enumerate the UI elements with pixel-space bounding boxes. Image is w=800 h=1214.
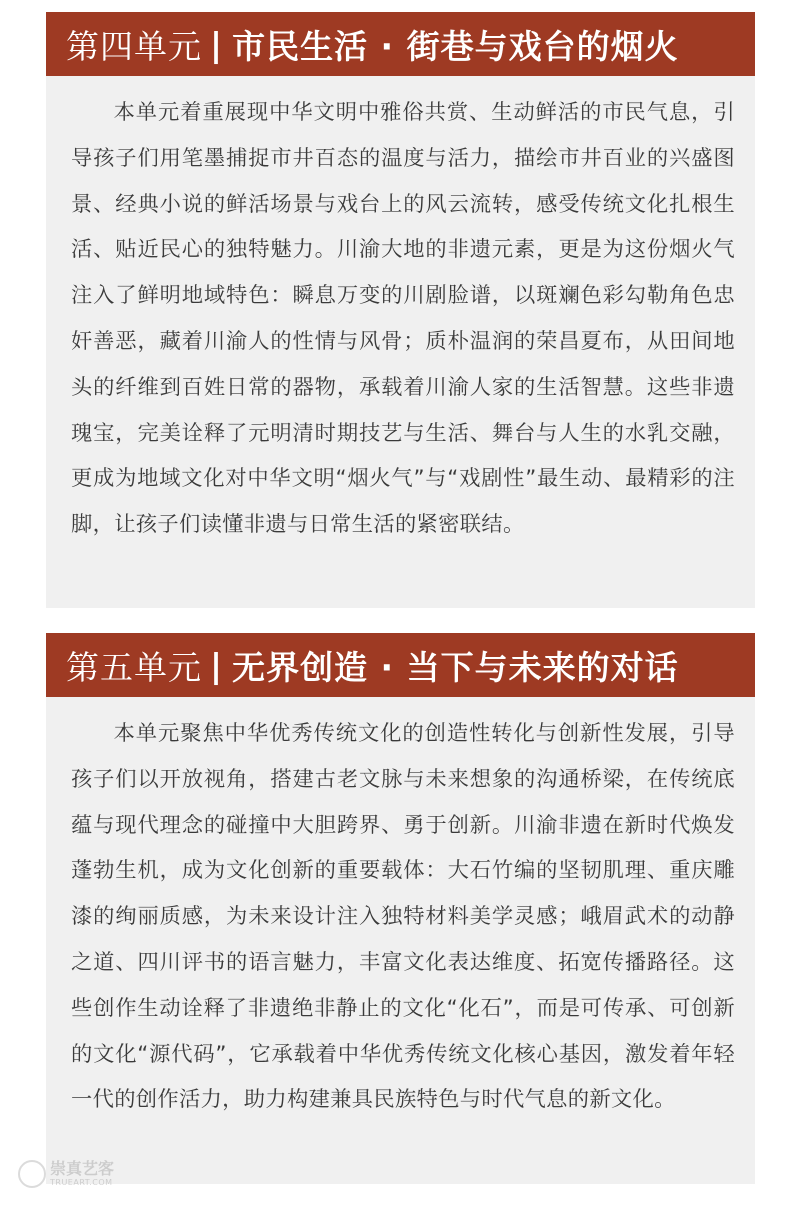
watermark-en: TRUEART.COM (50, 1178, 113, 1187)
section-5-header (46, 633, 755, 697)
watermark (18, 1160, 114, 1188)
section-5-separator: | (210, 645, 223, 685)
section-4-body-text: 本单元着重展现中华文明中雅俗共赏、生动鲜活的市民气息，引导孩子们用笔墨捕捉市井百态的温度与活力，描绘市井百业的兴盛图景、经典小说的鲜活场景与戏台上的风云流转，感受传统文化扎根生活、贴近民心的独特魅力。川渝大地的非遗元素，更是为这份烟火气注入了鲜明地域特色：瞬息万变的川剧脸谱，以斑斓色彩勾勒角色忠奸善恶，藏着川渝人的性情与风骨；质朴温润的荣昌夏布，从田间地头的纤维到百姓日常的器物，承载着川渝人家的生活智慧。这些非遗瑰宝，完美诠释了元明清时期技艺与生活、舞台与人生的水乳交融，更成为地域文化对中华文明“烟火气”与“戏剧性”最生动、最精彩的注脚，让孩子们读懂非遗与日常生活的紧密联结。 (71, 100, 735, 538)
section-4-title: 市民生活 · 街巷与戏台的烟火 (232, 26, 679, 66)
watermark-cn: 崇真艺客 (50, 1159, 115, 1178)
section-5-body-panel (46, 697, 755, 1184)
section-5-unit-label: 第五单元 (66, 647, 202, 687)
section-4-separator: | (210, 24, 223, 64)
logo-icon (18, 1160, 46, 1188)
section-5-title: 无界创造 · 当下与未来的对话 (232, 647, 679, 687)
section-5-body-text: 本单元聚焦中华优秀传统文化的创造性转化与创新性发展，引导孩子们以开放视角，搭建古老文脉与未来想象的沟通桥梁，在传统底蕴与现代理念的碰撞中大胆跨界、勇于创新。川渝非遗在新时代焕发蓬勃生机，成为文化创新的重要载体：大石竹编的坚韧肌理、重庆雕漆的绚丽质感，为未来设计注入独特材料美学灵感；峨眉武术的动静之道、四川评书的语言魅力，丰富文化表达维度、拓宽传播路径。这些创作生动诠释了非遗绝非静止的文化“化石”，而是可传承、可创新的文化“源代码”，它承载着中华优秀传统文化核心基因，激发着年轻一代的创作活力，助力构建兼具民族特色与时代气息的新文化。 (71, 721, 735, 1113)
section-4-body-panel (46, 76, 755, 608)
section-4-header (46, 12, 755, 76)
watermark-text (50, 1161, 114, 1187)
section-4-unit-label: 第四单元 (66, 26, 202, 66)
